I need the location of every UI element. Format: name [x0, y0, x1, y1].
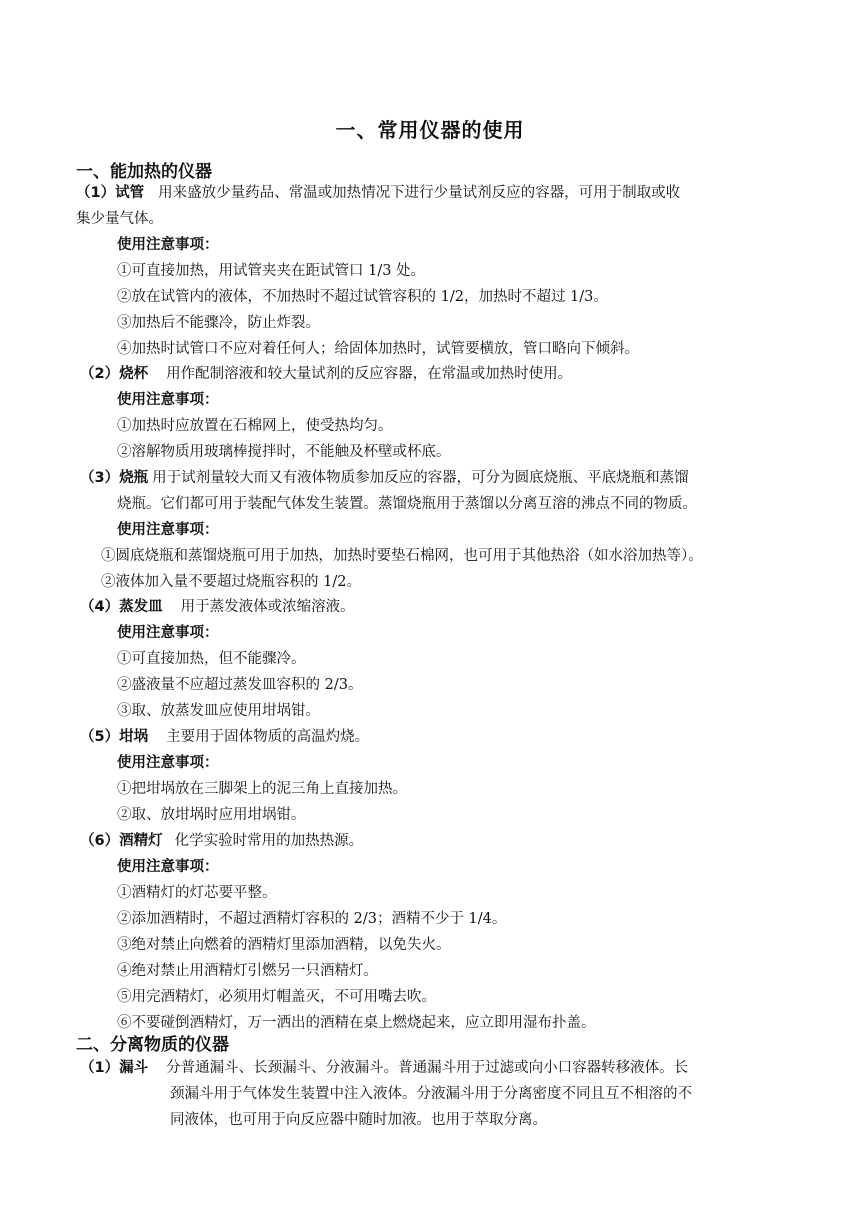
item-label: （4）蒸发皿: [80, 599, 163, 615]
item-crucible: [80, 727, 369, 747]
note-line: ②溶解物质用玻璃棒搅拌时，不能触及杯壁或杯底。: [117, 444, 451, 460]
notes-heading: 使用注意事项：: [117, 859, 219, 875]
notes-heading: 使用注意事项：: [117, 522, 219, 538]
note-line: ①把坩埚放在三脚架上的泥三角上直接加热。: [117, 781, 407, 797]
note-line: ①酒精灯的灯芯要平整。: [117, 885, 277, 901]
notes-heading: 使用注意事项：: [117, 237, 219, 253]
note-line: ④加热时试管口不应对着任何人；给固体加热时，试管要横放，管口略向下倾斜。: [117, 341, 639, 357]
item-desc: 用于试剂量较大而又有液体物质参加反应的容器，可分为圆底烧瓶、平底烧瓶和蒸馏: [152, 470, 689, 486]
item-desc: 化学实验时常用的加热热源。: [174, 833, 364, 849]
note-line: ④绝对禁止用酒精灯引燃另一只酒精灯。: [117, 963, 378, 979]
note-line: ①可直接加热，用试管夹夹在距试管口 1/3 处。: [117, 263, 426, 279]
item-desc-cont: 颈漏斗用于气体发生装置中注入液体。分液漏斗用于分离密度不同且互不相溶的不: [170, 1086, 692, 1102]
note-line: ③加热后不能骤冷，防止炸裂。: [117, 315, 320, 331]
note-line: ①加热时应放置在石棉网上，使受热均匀。: [117, 418, 393, 434]
item-desc: 用来盛放少量药品、常温或加热情况下进行少量试剂反应的容器，可用于制取或收: [158, 185, 681, 201]
section-heading-separation: 二、分离物质的仪器: [76, 1035, 229, 1055]
note-line: ②取、放坩埚时应用坩埚钳。: [117, 807, 306, 823]
item-beaker: [80, 364, 572, 384]
notes-heading: 使用注意事项：: [117, 392, 219, 408]
item-desc-cont: 同液体，也可用于向反应器中随时加液。也用于萃取分离。: [170, 1112, 547, 1128]
note-line: ③取、放蒸发皿应使用坩埚钳。: [117, 703, 320, 719]
item-desc-cont: 烧瓶。它们都可用于装配气体发生装置。蒸馏烧瓶用于蒸馏以分离互溶的沸点不同的物质。: [117, 496, 697, 512]
item-desc: 用作配制溶液和较大量试剂的反应容器，在常温或加热时使用。: [166, 366, 573, 382]
note-line: ⑥不要碰倒酒精灯，万一洒出的酒精在桌上燃烧起来，应立即用湿布扑盖。: [117, 1015, 596, 1031]
note-line: ②液体加入量不要超过烧瓶容积的 1/2。: [101, 574, 361, 590]
item-desc: 用于蒸发液体或浓缩溶液。: [180, 599, 355, 615]
item-desc-cont: 集少量气体。: [76, 211, 163, 227]
note-line: ②添加酒精时，不超过酒精灯容积的 2/3；酒精不少于 1/4。: [117, 911, 507, 927]
item-desc: 分普通漏斗、长颈漏斗、分液漏斗。普通漏斗用于过滤或向小口容器转移液体。长: [166, 1060, 689, 1076]
item-funnel: [80, 1058, 688, 1078]
note-line: ②放在试管内的液体，不加热时不超过试管容积的 1/2，加热时不超过 1/3。: [117, 289, 608, 305]
page-title: 一、常用仪器的使用: [335, 118, 525, 142]
note-line: ③绝对禁止向燃着的酒精灯里添加酒精，以免失火。: [117, 937, 451, 953]
item-label: （1）试管: [76, 185, 145, 201]
note-line: ①圆底烧瓶和蒸馏烧瓶可用于加热，加热时要垫石棉网，也可用于其他热浴（如水浴加热等）。: [101, 548, 703, 564]
note-line: ⑤用完酒精灯，必须用灯帽盖灭，不可用嘴去吹。: [117, 989, 436, 1005]
section-heading-heating: 一、能加热的仪器: [76, 162, 212, 182]
item-desc: 主要用于固体物质的高温灼烧。: [166, 729, 370, 745]
item-evaporating-dish: [80, 597, 355, 617]
item-label: （1）漏斗: [80, 1060, 149, 1076]
notes-heading: 使用注意事项：: [117, 625, 219, 641]
item-label: （2）烧杯: [80, 366, 149, 382]
item-test-tube: [76, 183, 680, 203]
notes-heading: 使用注意事项：: [117, 755, 219, 771]
note-line: ①可直接加热，但不能骤冷。: [117, 651, 306, 667]
item-label: （3）烧瓶: [80, 470, 149, 486]
item-alcohol-lamp: [80, 831, 363, 851]
item-label: （5）坩埚: [80, 729, 149, 745]
note-line: ②盛液量不应超过蒸发皿容积的 2/3。: [117, 677, 363, 693]
item-flask: [80, 468, 689, 488]
item-label: （6）酒精灯: [80, 833, 163, 849]
